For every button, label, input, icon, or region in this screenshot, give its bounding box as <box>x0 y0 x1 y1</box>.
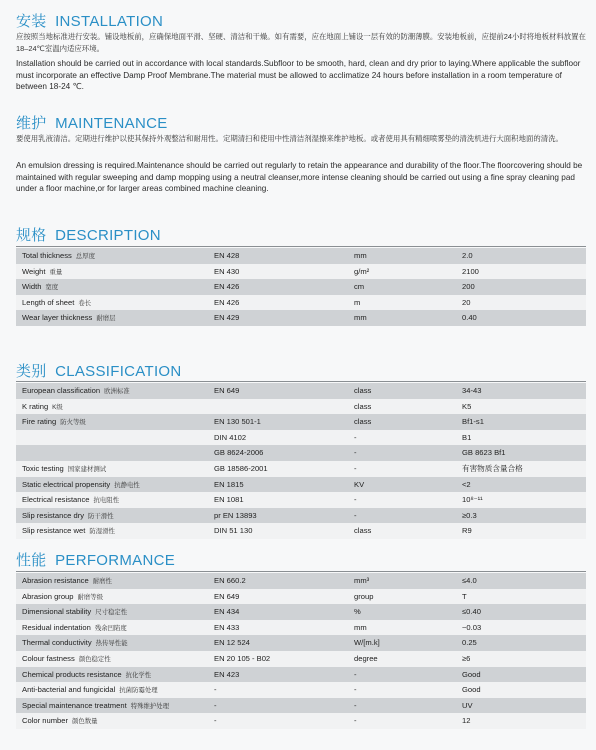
installation-heading <box>16 10 163 31</box>
property-name-en: Toxic testing <box>22 463 64 473</box>
value-cell: 12 <box>462 716 471 726</box>
property-name-cn: 残余凹陷度 <box>94 624 127 632</box>
performance-row <box>16 620 586 636</box>
standard-cell: EN 433 <box>214 622 240 632</box>
property-name-en: Special maintenance treatment <box>22 700 127 710</box>
standard-cell: EN 649 <box>214 386 240 395</box>
classification-row <box>16 383 586 399</box>
description-row <box>16 295 586 311</box>
property-cell <box>22 713 212 730</box>
unit-cell: cm <box>354 282 365 292</box>
unit-cell: mm³ <box>354 576 370 585</box>
property-name-cn: 总厚度 <box>75 253 95 260</box>
classification-heading-en: CLASSIFICATION <box>55 363 182 380</box>
property-name-cn: 抗静电性 <box>114 481 140 489</box>
unit-cell: - <box>354 463 357 473</box>
installation-heading-en: INSTALLATION <box>55 13 164 30</box>
standard-cell: EN 1815 <box>214 479 244 489</box>
property-name-en: Slip resistance dry <box>22 510 85 520</box>
maintenance-heading-cn: 维护 <box>16 115 47 132</box>
description-heading-en: DESCRIPTION <box>55 227 161 244</box>
standard-cell: EN 649 <box>214 591 240 601</box>
unit-cell: - <box>354 510 357 520</box>
standard-cell: DIN 4102 <box>214 432 247 442</box>
property-cell <box>22 523 212 540</box>
property-name-cn: 防湿滑性 <box>89 528 115 536</box>
classification-row <box>16 430 586 446</box>
property-name-cn: 热传导性能 <box>95 640 128 648</box>
value-cell: Good <box>462 669 481 679</box>
property-cell <box>22 620 212 637</box>
property-cell <box>22 414 212 431</box>
standard-cell: - <box>214 685 217 695</box>
standard-cell: GB 18586-2001 <box>214 463 268 473</box>
unit-cell: W/[m.k] <box>354 638 380 648</box>
standard-cell: EN 426 <box>214 297 240 307</box>
performance-row <box>16 713 586 729</box>
unit-cell: group <box>354 591 374 601</box>
performance-row <box>16 667 586 683</box>
classification-row <box>16 523 586 539</box>
classification-row <box>16 399 586 415</box>
classification-row <box>16 414 586 430</box>
standard-cell: EN 660.2 <box>214 576 246 585</box>
value-cell: ≤4.0 <box>462 576 477 585</box>
property-name-en: Dimensional stability <box>22 607 92 617</box>
unit-cell: % <box>354 607 361 617</box>
installation-heading-cn: 安装 <box>16 13 47 30</box>
property-cell <box>22 445 212 462</box>
property-name-en: Static electrical propensity <box>22 479 111 489</box>
property-cell <box>22 461 212 478</box>
installation-text-en: Installation should be carried out in accordance with local standards.Subfloor to be smooth, hard, clean and dry prior to laying.Where applicable the subfloor must incorporate an effective Damp Proof Membrane.The material must be allowed to acclimatize 24 hours before installation in a room temperature of between 18-24 ℃. <box>16 59 581 91</box>
property-cell <box>22 651 212 668</box>
description-table <box>16 248 586 326</box>
property-name-en: K rating <box>22 401 49 411</box>
value-cell: UV <box>462 700 473 710</box>
performance-heading <box>16 549 175 570</box>
performance-heading-cn: 性能 <box>16 552 47 569</box>
description-heading-cn: 规格 <box>16 227 47 244</box>
unit-cell: mm <box>354 313 367 323</box>
property-cell <box>22 430 212 447</box>
property-name-cn: 宽度 <box>45 284 59 292</box>
property-name-cn: 防干滑性 <box>88 512 114 520</box>
performance-row <box>16 589 586 605</box>
property-cell <box>22 399 212 416</box>
standard-cell: EN 434 <box>214 607 240 617</box>
maintenance-heading <box>16 112 168 133</box>
property-name-en: Abrasion resistance <box>22 576 89 585</box>
property-cell <box>22 477 212 494</box>
property-name-en: Chemical products resistance <box>22 669 122 679</box>
unit-cell: class <box>354 526 372 536</box>
standard-cell: GB 8624-2006 <box>214 448 264 458</box>
performance-row <box>16 651 586 667</box>
property-cell <box>22 492 212 509</box>
property-name-en: Abrasion group <box>22 591 74 601</box>
property-cell <box>22 604 212 621</box>
performance-heading-en: PERFORMANCE <box>55 552 176 569</box>
property-name-en: Slip resistance wet <box>22 526 86 536</box>
value-cell: GB 8623 Bf1 <box>462 448 506 458</box>
value-cell: 0.25 <box>462 638 477 648</box>
unit-cell: - <box>354 669 357 679</box>
standard-cell: EN 12 524 <box>214 638 250 648</box>
maintenance-heading-en: MAINTENANCE <box>55 115 168 132</box>
classification-top-rule <box>16 381 586 382</box>
value-cell: Good <box>462 685 481 695</box>
property-name-cn: 卷长 <box>78 299 92 307</box>
standard-cell: EN 130 501-1 <box>214 417 261 427</box>
unit-cell: - <box>354 448 357 458</box>
value-cell: 2.0 <box>462 251 473 260</box>
property-cell <box>22 264 212 281</box>
value-cell: B1 <box>462 432 472 442</box>
standard-cell: EN 423 <box>214 669 240 679</box>
property-name-en: Weight <box>22 266 46 276</box>
unit-cell: mm <box>354 251 367 260</box>
standard-cell: - <box>214 700 217 710</box>
property-name-en: Fire rating <box>22 417 57 427</box>
property-name-cn: 颜色稳定性 <box>78 655 111 663</box>
property-cell <box>22 635 212 652</box>
property-cell <box>22 682 212 699</box>
value-cell: 10⁸⁻¹¹ <box>462 495 483 505</box>
standard-cell: EN 429 <box>214 313 240 323</box>
value-cell: 20 <box>462 297 471 307</box>
classification-row <box>16 477 586 493</box>
value-cell: 200 <box>462 282 475 292</box>
property-name-en: Colour fastness <box>22 653 75 663</box>
description-row <box>16 264 586 280</box>
property-name-cn: 抗电阻性 <box>93 497 120 505</box>
description-top-rule <box>16 246 586 247</box>
property-name-cn: 尺寸稳定性 <box>95 609 128 617</box>
unit-cell: g/m² <box>354 266 370 276</box>
classification-row <box>16 461 586 477</box>
unit-cell: - <box>354 700 357 710</box>
standard-cell: pr EN 13893 <box>214 510 257 520</box>
value-cell: ~0.03 <box>462 622 482 632</box>
standard-cell: DIN 51 130 <box>214 526 253 536</box>
unit-cell: KV <box>354 479 365 489</box>
value-cell: Bf1-s1 <box>462 417 484 427</box>
property-name-en: Width <box>22 282 42 292</box>
value-cell: <2 <box>462 479 471 489</box>
performance-top-rule <box>16 571 586 572</box>
standard-cell: EN 430 <box>214 266 240 276</box>
property-name-cn: 耐磨性 <box>92 578 112 585</box>
unit-cell: class <box>354 417 372 427</box>
property-name-cn: 欧洲标准 <box>104 388 130 395</box>
unit-cell: class <box>354 401 372 411</box>
classification-row <box>16 508 586 524</box>
standard-cell: EN 426 <box>214 282 240 292</box>
classification-heading-cn: 类别 <box>16 363 47 380</box>
description-row <box>16 279 586 295</box>
performance-row <box>16 573 586 589</box>
property-cell <box>22 698 212 715</box>
property-name-cn: 重量 <box>49 268 63 276</box>
classification-row <box>16 445 586 461</box>
performance-row <box>16 682 586 698</box>
unit-cell: - <box>354 716 357 726</box>
property-name-cn: 抗菌防霉处理 <box>119 687 158 695</box>
value-cell: ≥0.3 <box>462 510 477 520</box>
property-cell <box>22 248 212 265</box>
property-cell <box>22 589 212 606</box>
property-name-en: Color number <box>22 716 69 726</box>
performance-table <box>16 573 586 729</box>
value-cell: 0.40 <box>462 313 477 323</box>
property-name-cn: 防火等级 <box>60 419 86 427</box>
property-name-cn: 特殊维护处理 <box>130 702 170 710</box>
property-name-en: Electrical resistance <box>22 495 90 505</box>
property-name-en: Wear layer thickness <box>22 313 93 323</box>
classification-heading <box>16 360 182 381</box>
unit-cell: mm <box>354 622 367 632</box>
standard-cell: EN 20 105 - B02 <box>214 653 271 663</box>
property-name-cn: K级 <box>52 403 63 411</box>
description-heading <box>16 224 161 245</box>
unit-cell: m <box>354 297 361 307</box>
unit-cell: - <box>354 495 357 505</box>
property-name-en: Anti-bacterial and fungicidal <box>22 685 116 695</box>
property-cell <box>22 295 212 312</box>
standard-cell: EN 1081 <box>214 495 244 505</box>
installation-text-cn: 应按照当地标准进行安装。铺设地板前，应确保地面平滑、坚硬、清洁和干燥。如有需要，应在地面上铺设一层有效的防潮薄膜。安装地板前，应提前24小时将地板材料放置在18–24℃室温内适应环境。 <box>16 32 586 53</box>
property-cell <box>22 383 212 400</box>
value-cell: 34-43 <box>462 386 482 395</box>
property-name-en: European classification <box>22 386 101 395</box>
property-name-cn: 国家建材测试 <box>67 465 107 473</box>
unit-cell: - <box>354 432 357 442</box>
value-cell: T <box>462 591 467 601</box>
description-row <box>16 310 586 326</box>
value-cell: ≤0.40 <box>462 607 481 617</box>
value-cell: 2100 <box>462 266 479 276</box>
property-cell <box>22 310 212 327</box>
standard-cell: EN 428 <box>214 251 240 260</box>
property-name-cn: 耐磨层 <box>96 315 116 323</box>
description-row <box>16 248 586 264</box>
maintenance-text-cn: 要使用乳液清洁。定期进行维护以使其保持外观整洁和耐用性。定期清扫和使用中性清洁剂湿擦来维护地板。或者使用具有精细喷雾垫的清洗机进行大面积地面的清洗。 <box>16 134 563 143</box>
unit-cell: degree <box>354 653 378 663</box>
property-cell <box>22 667 212 684</box>
property-name-cn: 耐磨等级 <box>77 593 104 601</box>
value-cell: R9 <box>462 526 472 536</box>
property-name-en: Length of sheet <box>22 297 75 307</box>
property-name-en: Residual indentation <box>22 622 91 632</box>
property-name-en: Thermal conductivity <box>22 638 92 648</box>
unit-cell: class <box>354 386 372 395</box>
property-name-en: Total thickness <box>22 251 72 260</box>
classification-table <box>16 383 586 539</box>
performance-row <box>16 604 586 620</box>
classification-row <box>16 492 586 508</box>
value-cell: 有害物质含量合格 <box>462 463 523 473</box>
property-cell <box>22 508 212 525</box>
property-name-cn: 抗化学性 <box>125 671 152 679</box>
unit-cell: - <box>354 685 357 695</box>
maintenance-text-en: An emulsion dressing is required.Maintenance should be carried out regularly to retain the appearance and durability of the floor.The floorcovering should be maintained with regular sweeping and damp mopping using a neutral cleanser,more intense cleaning should be carried out using a fine spray cleaning pad under a floor machine,or for larger areas combined machine cleaning. <box>16 161 583 193</box>
performance-row <box>16 635 586 651</box>
value-cell: ≥6 <box>462 653 471 663</box>
property-cell <box>22 573 212 590</box>
property-name-cn: 颜色数量 <box>72 718 98 726</box>
performance-row <box>16 698 586 714</box>
value-cell: K5 <box>462 401 472 411</box>
standard-cell: - <box>214 716 217 726</box>
property-cell <box>22 279 212 296</box>
